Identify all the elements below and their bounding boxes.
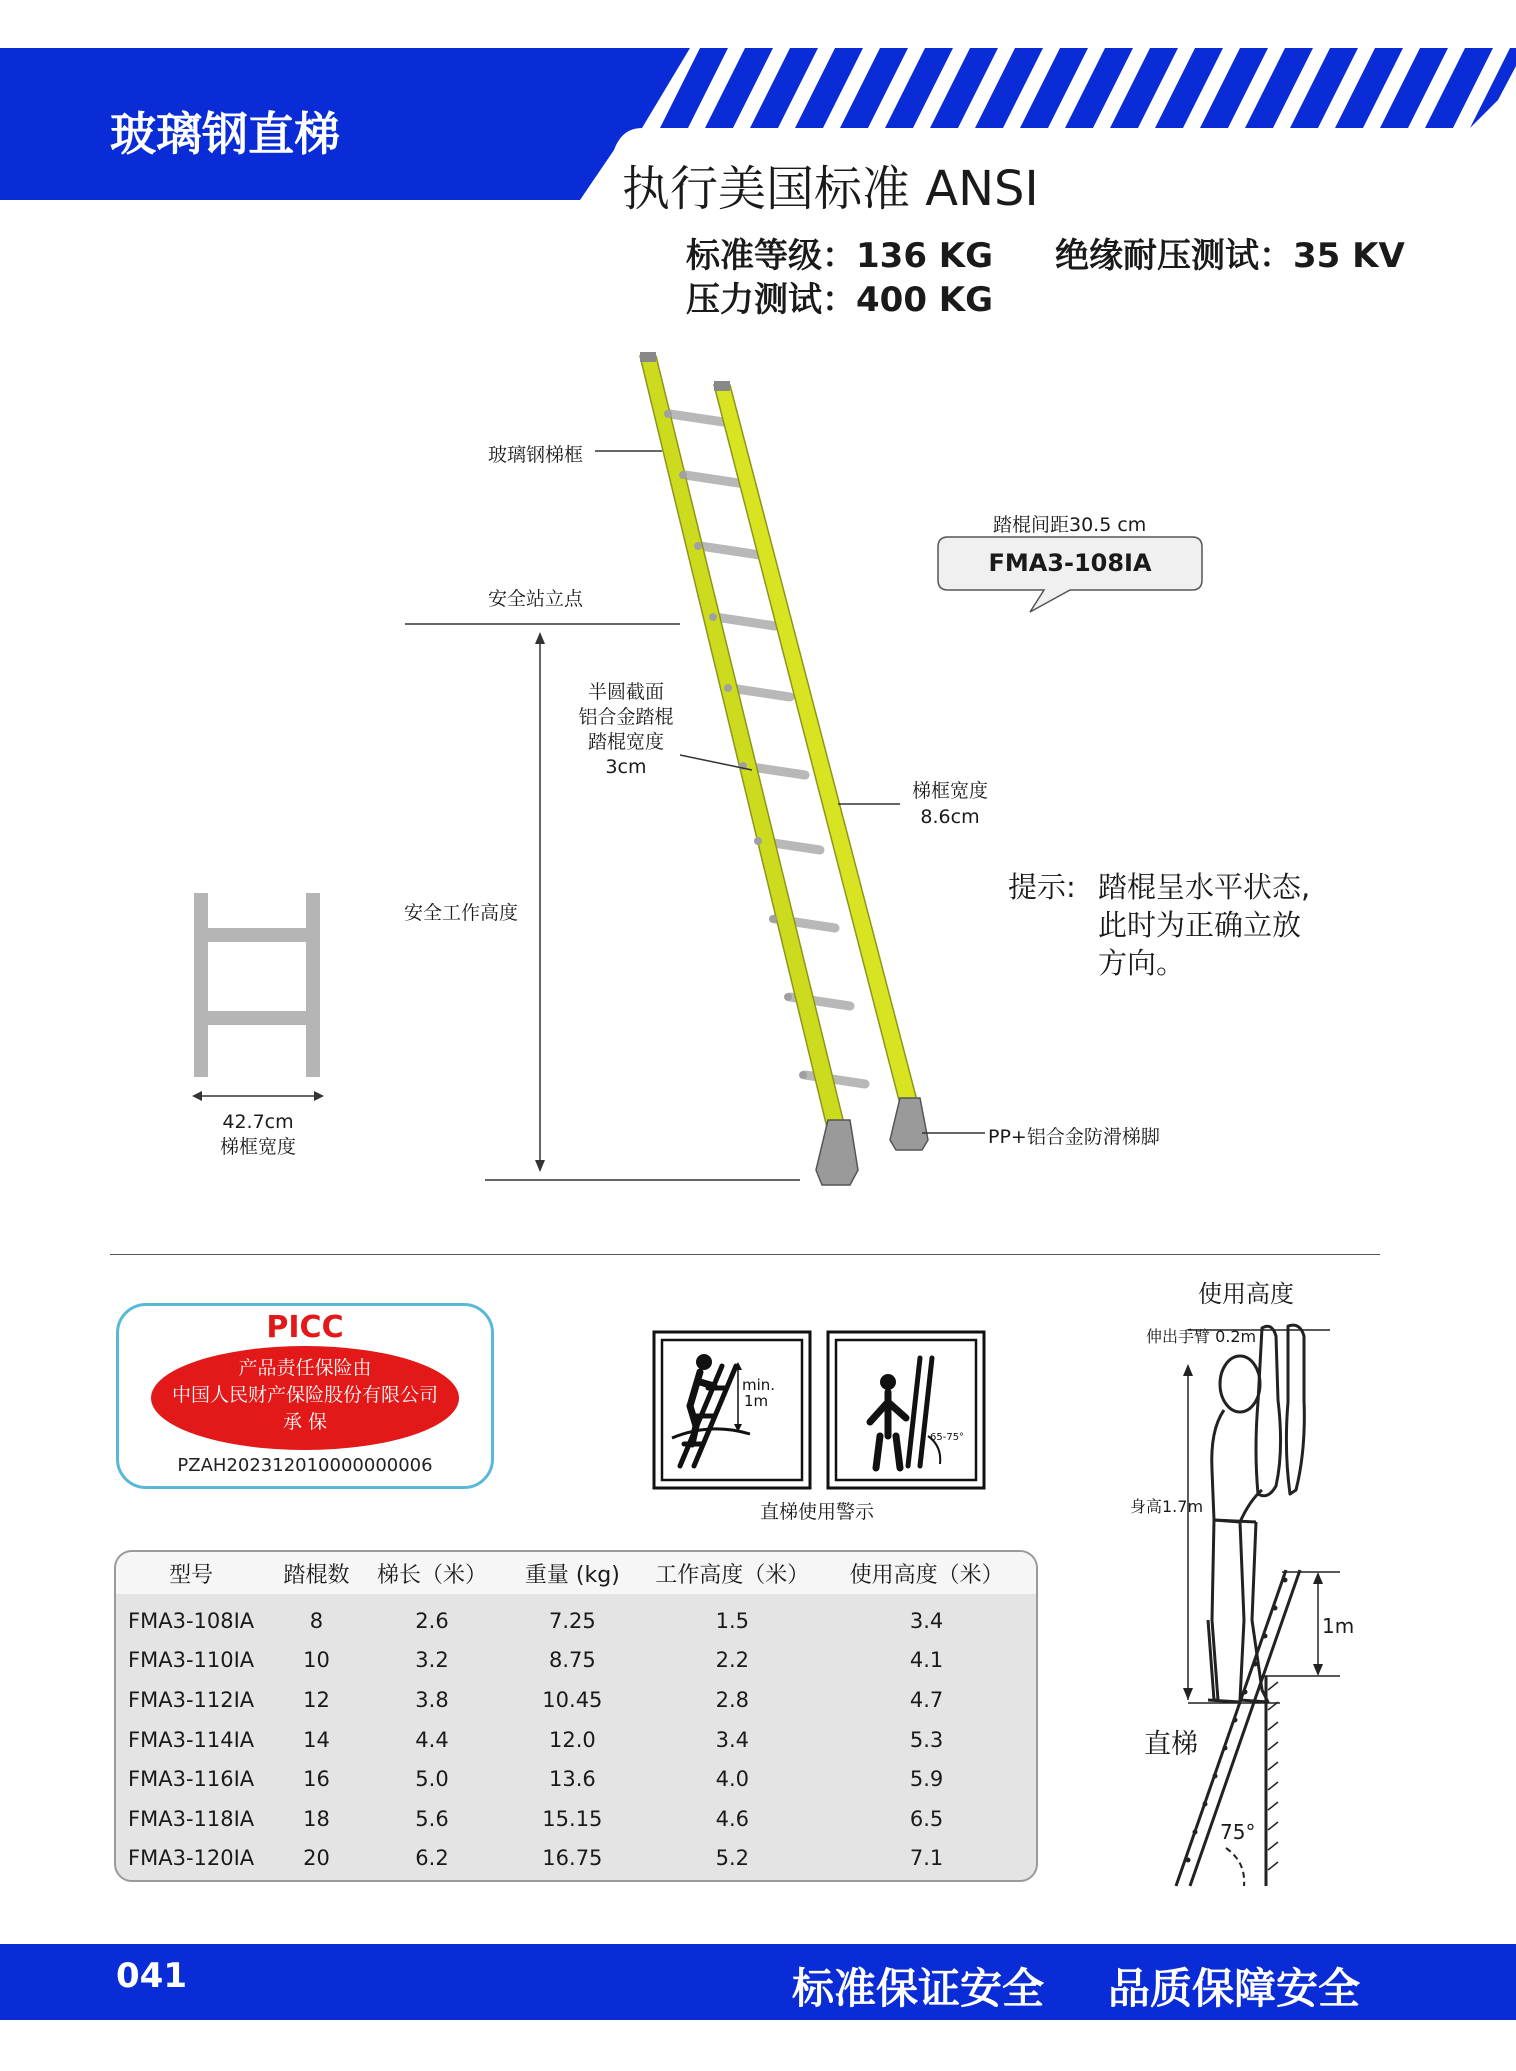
ladder-rungs xyxy=(670,414,865,1084)
warning-caption: 直梯使用警示 xyxy=(760,1501,875,1523)
page-title: 玻璃钢直梯 xyxy=(110,107,340,161)
footer-slogan-1: 标准保证安全 xyxy=(792,1964,1045,2013)
table-header-row xyxy=(116,1552,1036,1594)
spec-table xyxy=(114,1550,1038,1882)
usage-angle: 75° xyxy=(1220,1820,1256,1844)
width-label: 42.7cm 梯框宽度 xyxy=(219,1111,296,1158)
tip-prefix: 提示: xyxy=(1008,870,1076,904)
policy-number: PZAH202312010000000006 xyxy=(177,1455,433,1476)
col-use-height: 使用高度（米） xyxy=(817,1552,1036,1594)
model-callout: FMA3-108IA xyxy=(988,549,1152,577)
frame-label: 玻璃钢梯框 xyxy=(488,444,584,466)
footer-slogan-2: 品质保障安全 xyxy=(1108,1964,1361,2013)
spec-rating: 标准等级：136 KG xyxy=(686,236,994,276)
spec-pressure: 压力测试：400 KG xyxy=(686,280,994,320)
frame-width-label: 梯框宽度 8.6cm xyxy=(911,780,988,828)
usage-1m: 1m xyxy=(1322,1614,1355,1638)
table-row: FMA3-108IA 8 2.6 7.25 1.5 3.4 xyxy=(128,1608,944,1633)
table-row: FMA3-112IA 12 3.8 10.45 2.8 4.7 xyxy=(128,1687,944,1712)
usage-figure xyxy=(1120,1320,1480,1910)
rung-label: 半圆截面 铝合金踏棍 踏棍宽度 3cm xyxy=(578,681,674,778)
page-number: 041 xyxy=(116,1956,187,1996)
col-rungs: 踏棍数 xyxy=(266,1552,366,1594)
col-work-height: 工作高度（米） xyxy=(647,1552,817,1594)
safe-height-label: 安全工作高度 xyxy=(404,902,519,924)
person-outline xyxy=(1208,1325,1304,1702)
warning-icon-angle-text: 65-75° xyxy=(930,1432,965,1443)
foot-label: PP+铝合金防滑梯脚 xyxy=(988,1126,1160,1148)
col-length: 梯长（米） xyxy=(367,1552,498,1594)
ladder-width-icon xyxy=(194,893,320,1077)
table-row: FMA3-116IA 16 5.0 13.6 4.0 5.9 xyxy=(128,1767,944,1792)
usage-arm: 伸出手臂 0.2m xyxy=(1146,1327,1257,1346)
usage-height: 身高1.7m xyxy=(1130,1497,1204,1516)
warning-icons xyxy=(650,1326,990,1492)
col-model: 型号 xyxy=(116,1552,266,1594)
table-row: FMA3-118IA 18 5.6 15.15 4.6 6.5 xyxy=(128,1806,944,1831)
table-row: FMA3-114IA 14 4.4 12.0 3.4 5.3 xyxy=(128,1727,944,1752)
standard-title: 执行美国标准 ANSI xyxy=(622,161,1039,217)
usage-title: 使用高度 xyxy=(1198,1280,1294,1308)
tip-text: 踏棍呈水平状态, 此时为正确立放 方向。 xyxy=(1098,870,1311,980)
safe-point-label: 安全站立点 xyxy=(488,588,584,610)
svg-text:1m: 1m xyxy=(744,1392,769,1410)
picc-brand: PICC xyxy=(266,1310,344,1345)
section-divider xyxy=(110,1254,1380,1255)
usage-ladder-label: 直梯 xyxy=(1144,1729,1198,1760)
warning-icon-min-text: min. xyxy=(742,1376,776,1394)
insurance-box xyxy=(116,1303,494,1489)
ladder-diagram xyxy=(0,330,1516,1210)
col-weight: 重量 (kg) xyxy=(497,1552,647,1594)
insurance-text: 产品责任保险由 中国人民财产保险股份有限公司 承 保 xyxy=(171,1357,438,1433)
rung-spacing-label: 踏棍间距30.5 cm xyxy=(993,514,1147,536)
spec-insulation: 绝缘耐压测试：35 KV xyxy=(1055,236,1405,276)
table-row: FMA3-120IA 20 6.2 16.75 5.2 7.1 xyxy=(128,1846,944,1871)
table-row: FMA3-110IA 10 3.2 8.75 2.2 4.1 xyxy=(128,1648,944,1673)
